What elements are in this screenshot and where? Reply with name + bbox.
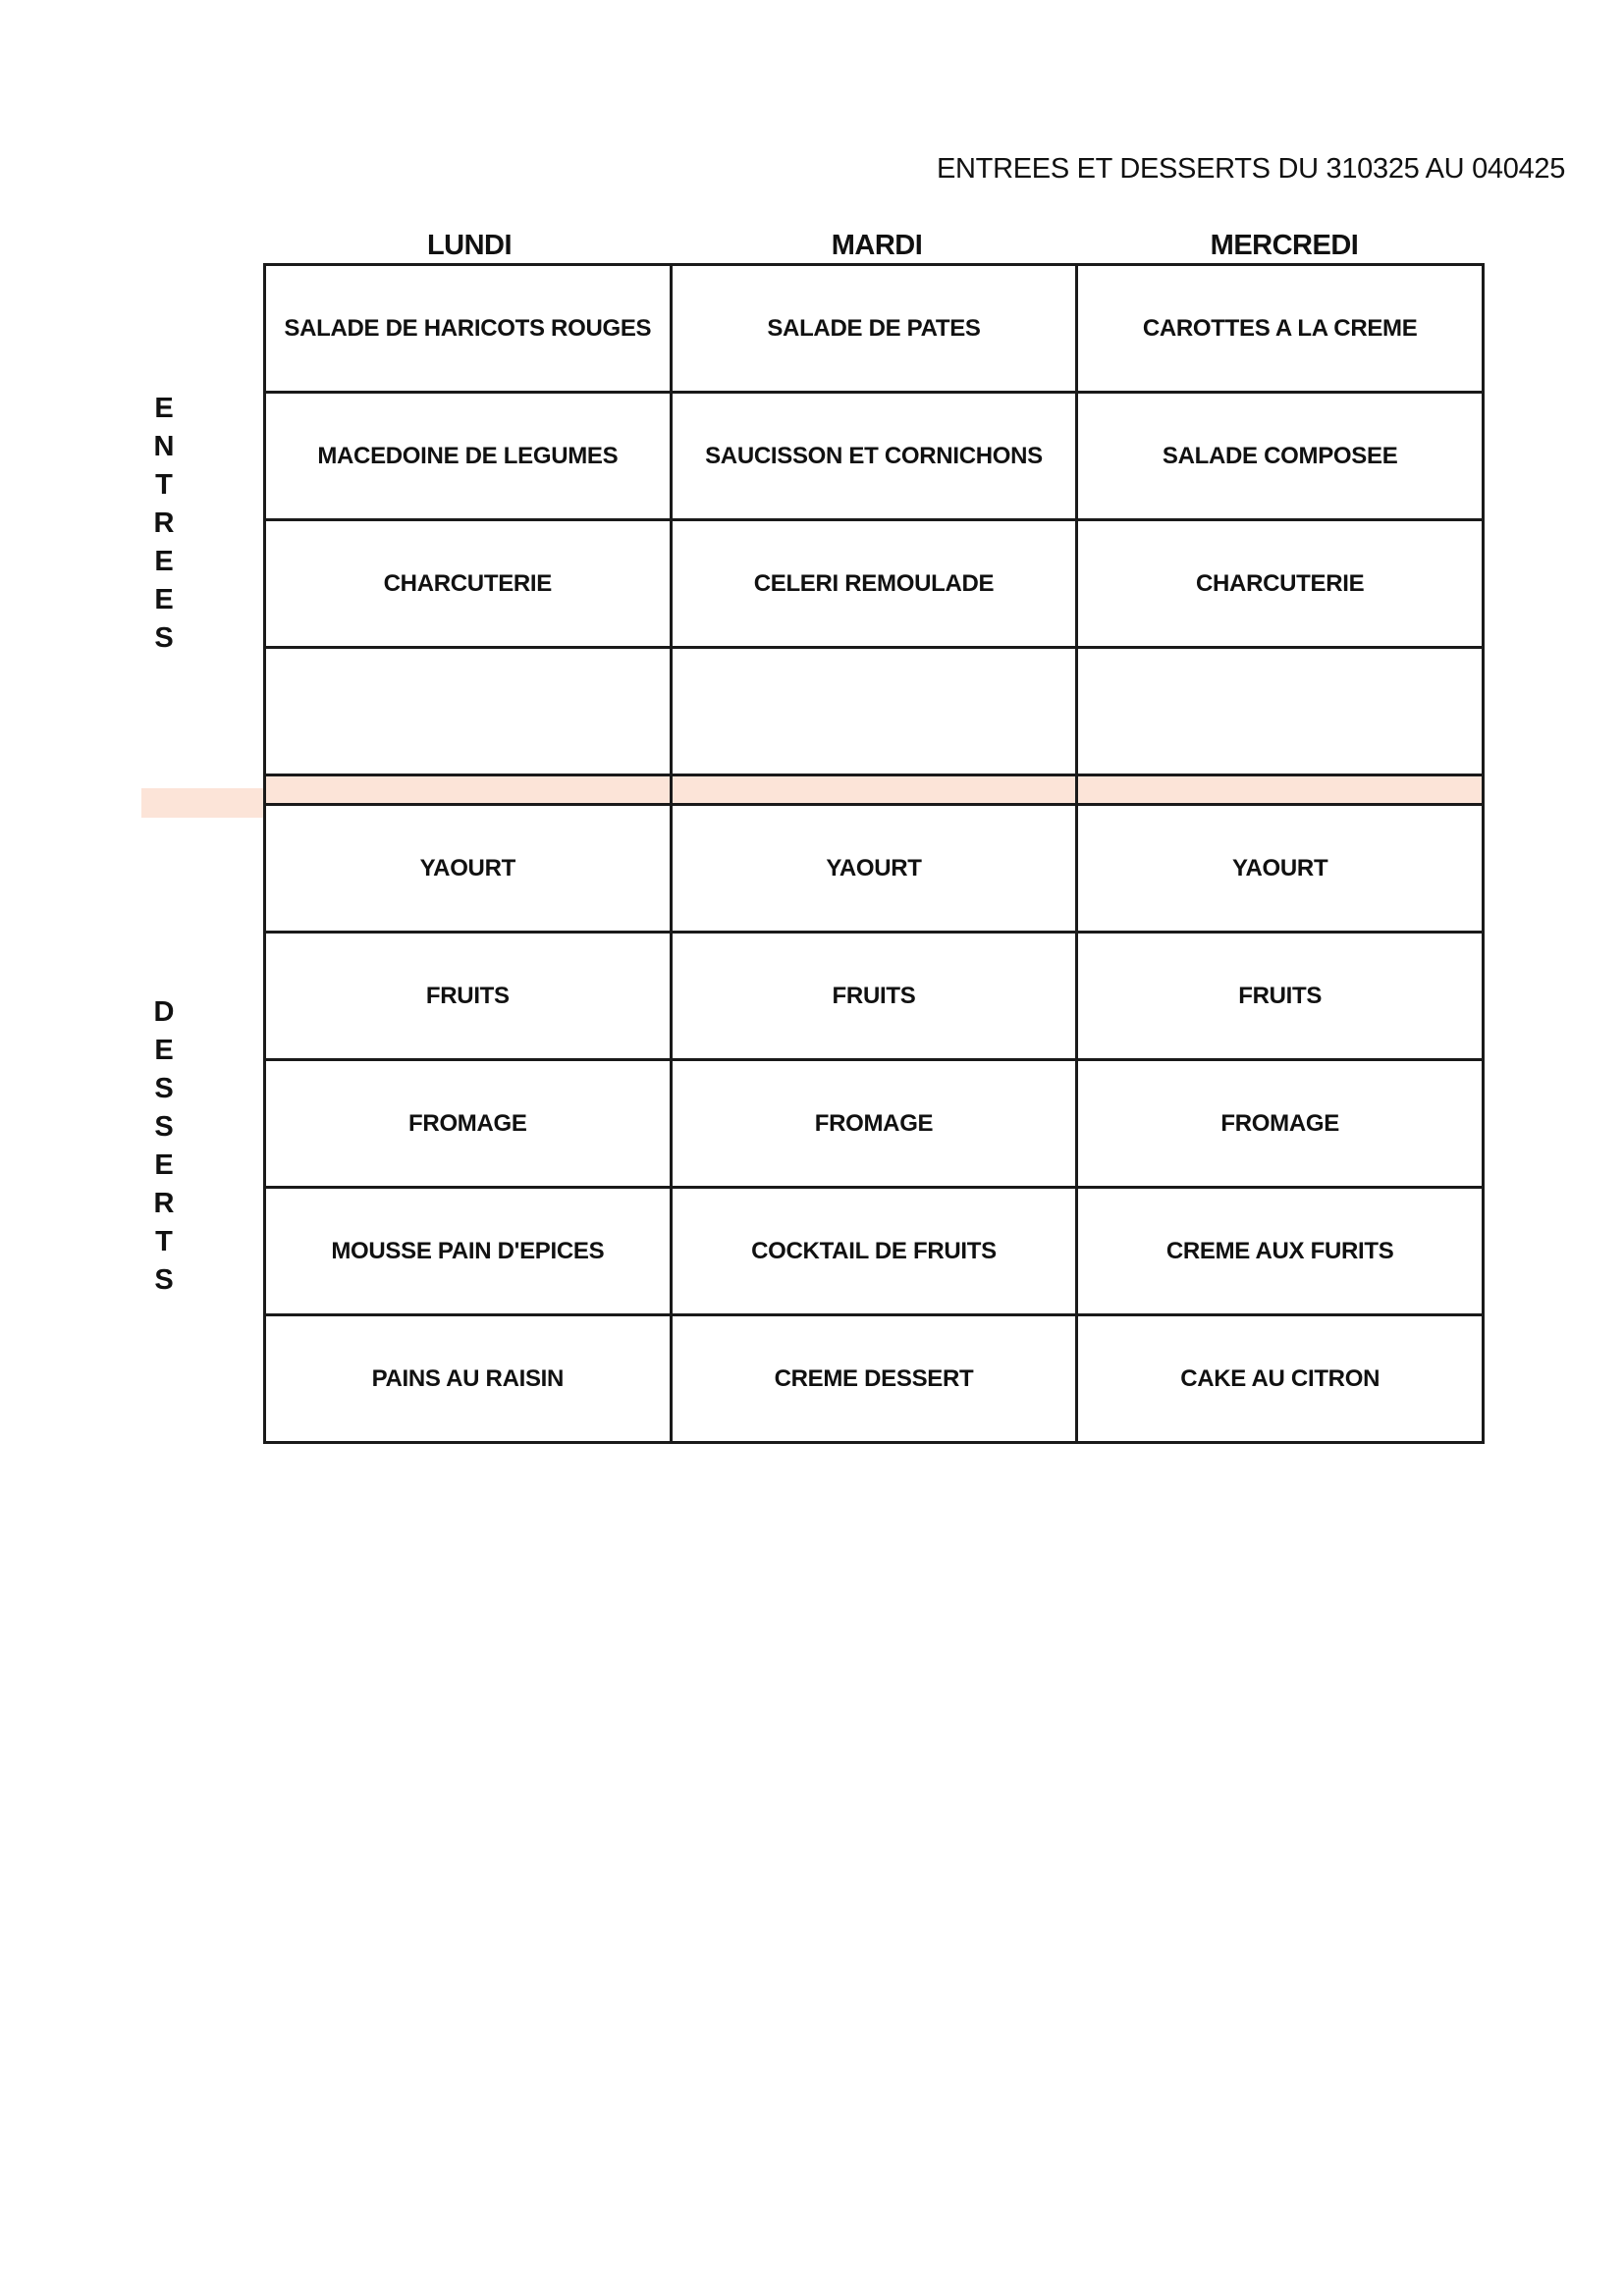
menu-cell: PAINS AU RAISIN [265,1315,672,1443]
dessert-row [265,805,1484,933]
menu-cell [1077,648,1484,775]
entree-row [265,648,1484,775]
menu-cell: CELERI REMOULADE [671,520,1077,648]
menu-cell: CHARCUTERIE [265,520,672,648]
dessert-row [265,1315,1484,1443]
menu-cell: MOUSSE PAIN D'EPICES [265,1188,672,1315]
desserts-letter: E [154,1035,174,1066]
section-separator-band [141,788,265,818]
menu-cell: CAROTTES A LA CREME [1077,265,1484,393]
menu-cell: FROMAGE [1077,1060,1484,1188]
menu-cell: CREME AUX FURITS [1077,1188,1484,1315]
desserts-letter: E [154,1149,174,1181]
entrees-letter: E [154,584,174,615]
menu-cell: FRUITS [265,933,672,1060]
entrees-section-label [142,390,186,658]
day-header-mardi: MARDI [831,230,923,261]
menu-cell: SAUCISSON ET CORNICHONS [671,393,1077,520]
separator-cell [671,775,1077,805]
desserts-letter: S [154,1111,174,1143]
menu-cell: FROMAGE [265,1060,672,1188]
entree-row [265,393,1484,520]
separator-cell [1077,775,1484,805]
menu-cell: YAOURT [1077,805,1484,933]
entrees-letter: E [154,546,174,577]
menu-cell: SALADE DE PATES [671,265,1077,393]
menu-cell: CREME DESSERT [671,1315,1077,1443]
desserts-letter: S [154,1073,174,1104]
entrees-letter: E [154,393,174,424]
desserts-letter: R [153,1188,175,1219]
dessert-row [265,933,1484,1060]
menu-cell: COCKTAIL DE FRUITS [671,1188,1077,1315]
entrees-letter: R [153,507,175,539]
desserts-letter: D [153,996,175,1028]
desserts-letter: S [154,1264,174,1296]
day-header-lundi: LUNDI [426,230,513,261]
menu-cell [265,648,672,775]
menu-cell: CAKE AU CITRON [1077,1315,1484,1443]
menu-cell: YAOURT [265,805,672,933]
day-header-mercredi: MERCREDI [1210,230,1359,261]
menu-cell: YAOURT [671,805,1077,933]
menu-cell: FRUITS [1077,933,1484,1060]
menu-cell [671,648,1077,775]
menu-table [263,263,1485,1444]
menu-cell: SALADE COMPOSEE [1077,393,1484,520]
page-title: ENTREES ET DESSERTS DU 310325 AU 040425 [937,153,1566,185]
separator-row [265,775,1484,805]
entrees-letter: T [155,469,173,501]
dessert-row [265,1060,1484,1188]
desserts-section-label [142,993,186,1300]
separator-cell [265,775,672,805]
menu-cell: FROMAGE [671,1060,1077,1188]
entrees-letter: S [154,622,174,654]
menu-cell: MACEDOINE DE LEGUMES [265,393,672,520]
entree-row [265,265,1484,393]
menu-cell: SALADE DE HARICOTS ROUGES [265,265,672,393]
desserts-letter: T [155,1226,173,1257]
dessert-row [265,1188,1484,1315]
entrees-letter: N [153,431,175,462]
entree-row [265,520,1484,648]
menu-cell: CHARCUTERIE [1077,520,1484,648]
menu-cell: FRUITS [671,933,1077,1060]
